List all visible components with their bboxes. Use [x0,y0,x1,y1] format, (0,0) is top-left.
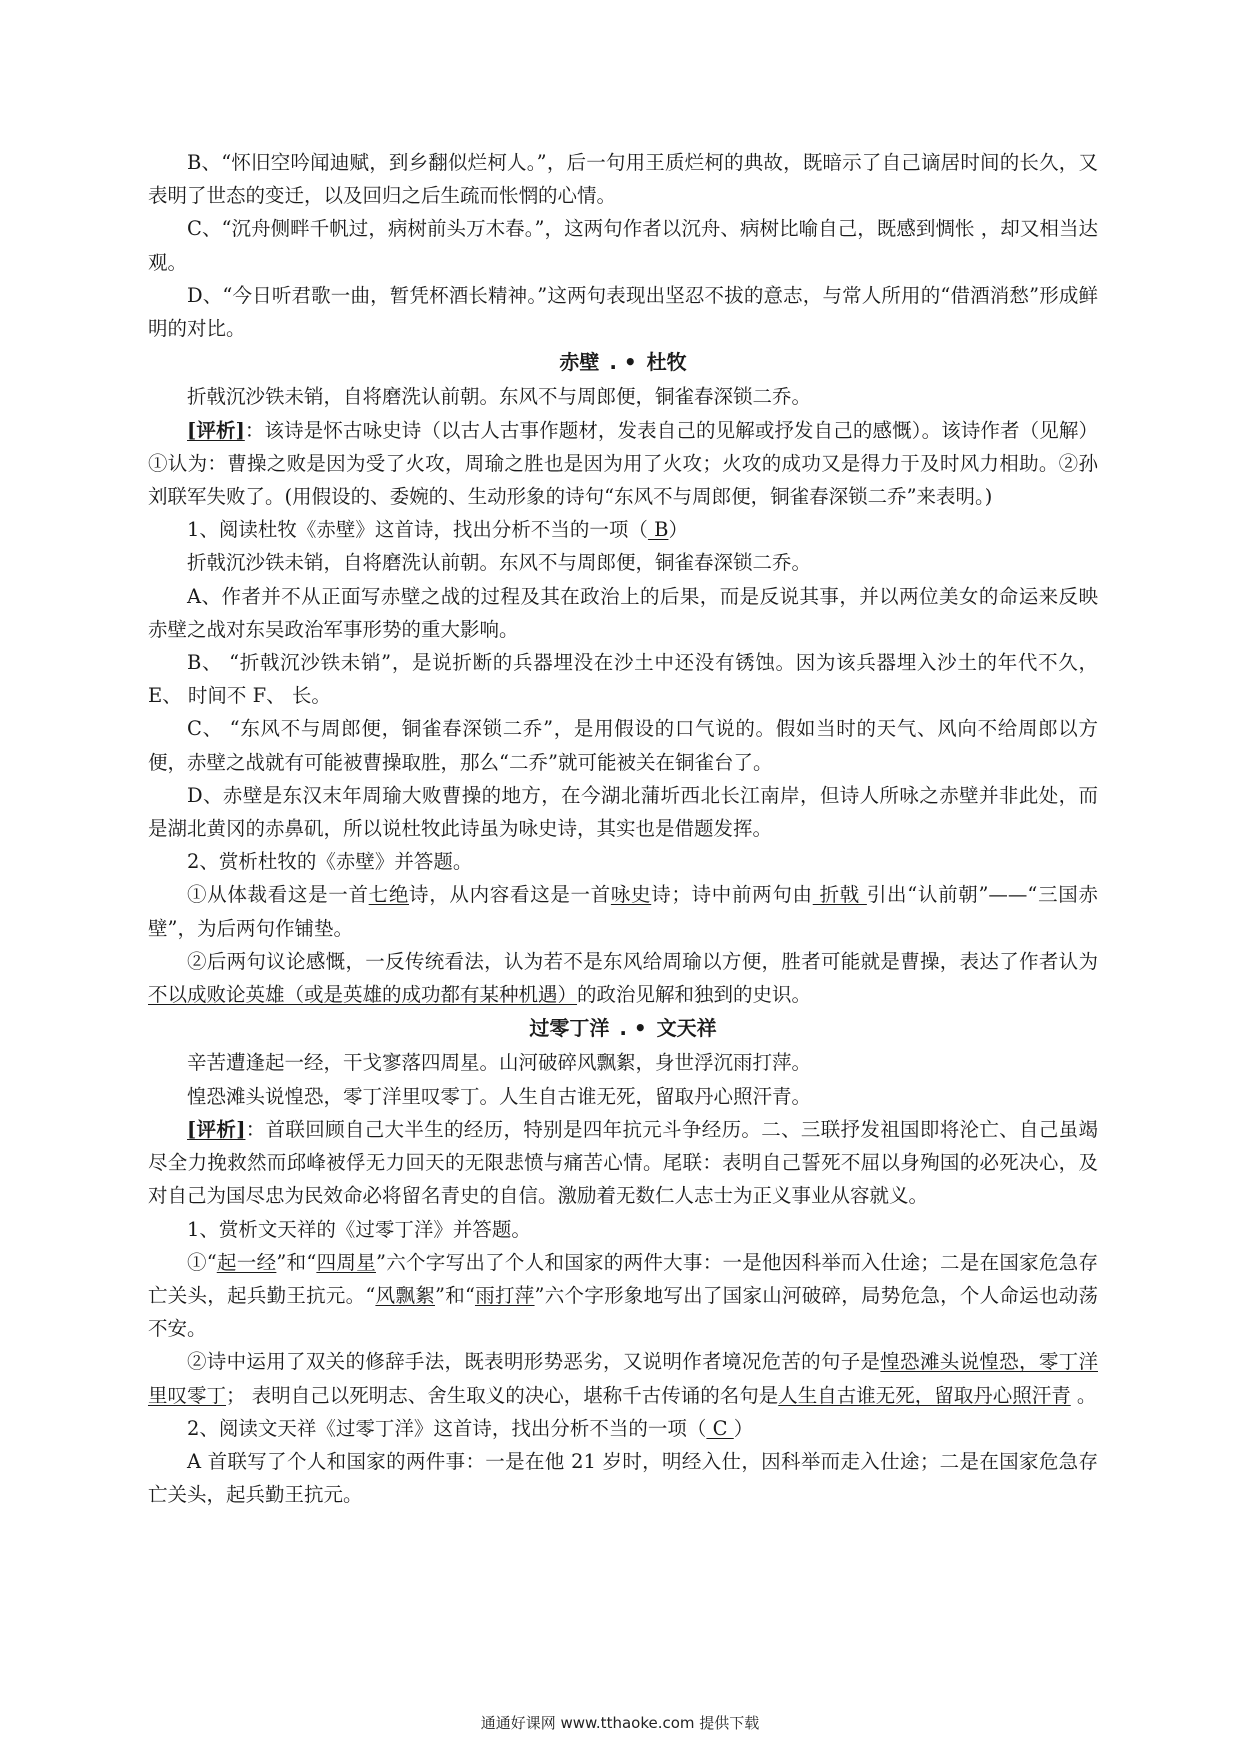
answer-blank: 人生自古谁无死，留取丹心照汗青 [778,1383,1071,1407]
answer-blank: 风飘絮 [375,1283,435,1307]
analysis-label: [评析] [187,418,245,442]
question-2: 2、赏析杜牧的《赤壁》并答题。 [187,850,473,874]
answer-blank: 折戟 [812,883,867,907]
analysis-text: ：该诗是怀古咏史诗（以古人古事作题材，发表自己的见解或抒发自己的感慨）。该诗作者（见解）①认为：曹操之败是因为受了火攻，周瑜之胜也是因为用了火攻；火攻的成功又是得力于及时风力相助。②孙刘联军失败了。(用假设的、委婉的、生动形象的诗句“东风不与周郎便，铜雀春深锁二乔”来表明。) [148,418,1098,509]
analysis-paragraph [148,414,1098,514]
text-segment: ②后两句议论感慨，一反传统看法，认为若不是东风给周瑜以方便，胜者可能就是曹操，表达了作者认为 [187,949,1098,973]
page-footer: 通通好课网 www.tthaoke.com 提供下载 [480,1714,760,1732]
question-2-part-2 [148,945,1098,1011]
option-d: D、赤壁是东汉末年周瑜大败曹操的地方，在今湖北蒲圻西北长江南岸，但诗人所咏之赤壁并非此处，而是湖北黄冈的赤鼻矶，所以说杜牧此诗虽为咏史诗，其实也是借题发挥。 [148,783,1098,841]
answer-blank: C [706,1416,734,1440]
option-a: A、作者并不从正面写赤壁之战的过程及其在政治上的后果，而是反说其事，并以两位美女的命运来反映赤壁之战对东吴政治军事形势的重大影响。 [148,584,1098,641]
question-1 [148,513,1098,546]
title-author: 文天祥 [656,1016,717,1041]
title-separator: . • [619,1016,647,1041]
poem-text: 折戟沉沙铁未销，自将磨洗认前朝。东风不与周郎便，铜雀春深锁二乔。 [187,385,812,409]
question-end: ） [733,1416,754,1440]
section-title-chibi [148,346,1098,379]
text-segment: 诗，从内容看这是一首 [409,883,611,907]
analysis-paragraph [148,1113,1098,1213]
text-segment: ①“ [187,1250,217,1274]
option-d-paragraph: D、“今日听君歌一曲，暂凭杯酒长精神。”这两句表现出坚忍不拔的意志，与常人所用的“借酒消愁”形成鲜明的对比。 [148,283,1098,341]
question-1-part-2 [148,1345,1098,1411]
answer-blank: 咏史 [610,883,652,907]
question-1-part-1 [148,1246,1098,1346]
question-text: 1、阅读杜牧《赤壁》这首诗，找出分析不当的一项（ [187,518,648,542]
question-end: ） [668,518,688,542]
poem-text-repeat: 折戟沉沙铁未销，自将磨洗认前朝。东风不与周郎便，铜雀春深锁二乔。 [187,551,812,575]
section-title-guolingdingyang [148,1012,1098,1045]
analysis-text: ：首联回顾自己大半生的经历，特别是四年抗元斗争经历。二、三联抒发祖国即将沦亡、自己虽竭尽全力挽救然而邱峰被俘无力回天的无限悲愤与痛苦心情。尾联：表明自己誓死不屈以身殉国的必死决心，及对自己为国尽忠为民效命必将留名青史的自信。激励着无数仁人志士为正义事业从容就义。 [148,1117,1098,1208]
answer-blank: 雨打萍 [474,1283,535,1307]
text-segment: ； 表明自己以死明志、舍生取义的决心，堪称千古传诵的名句是 [226,1383,779,1407]
text-segment: 诗；诗中前两句由 [651,883,813,907]
title-author: 杜牧 [646,350,687,375]
analysis-label: [评析] [187,1117,246,1141]
text-segment: ”六个字写出了个人和国家的两件大事：一是他因科举而入仕途；二是在国家危急存亡关头，起兵勤王抗元。“ [148,1250,1098,1307]
answer-blank: 七绝 [368,883,410,907]
answer-blank: 起一经 [216,1250,277,1274]
answer-blank: B [647,518,669,542]
option-b-paragraph: B、“怀旧空吟闻迪赋，到乡翻似烂柯人。”，后一句用王质烂柯的典故，既暗示了自己谪居时间的长久，又表明了世态的变迁，以及回归之后生疏而怅惘的心情。 [148,151,1098,208]
question-text: 2、阅读文天祥《过零丁洋》这首诗，找出分析不当的一项（ [187,1416,707,1440]
option-c-paragraph: C、“沉舟侧畔千帆过，病树前头万木春。”，这两句作者以沉舟、病树比喻自己，既感到惆怅 ，却又相当达观。 [148,217,1098,274]
title-poem-name: 过零丁洋 [529,1016,610,1041]
text-segment: 。 [1070,1383,1097,1407]
answer-blank: 惶恐滩头说惶恐，零丁洋里叹零丁 [148,1350,1098,1407]
document-body [148,146,1098,1511]
text-segment: ”六个字形象地写出了国家山河破碎，局势危急，个人命运也动荡不安。 [148,1283,1098,1341]
question-1: 1、赏析文天祥的《过零丁洋》并答题。 [187,1217,531,1241]
text-segment: 引出“认前朝”——“三国赤壁”，为后两句作铺垫。 [148,883,1098,940]
text-segment: 的政治见解和独到的史识。 [577,983,812,1007]
text-segment: ②诗中运用了双关的修辞手法，既表明形势恶劣，又说明作者境况危苦的句子是 [187,1350,881,1374]
poem-line-2: 惶恐滩头说惶恐，零丁洋里叹零丁。人生自古谁无死，留取丹心照汗青。 [187,1084,812,1108]
question-2-part-1 [148,878,1098,944]
title-poem-name: 赤壁 [559,350,600,375]
text-segment: ”和“ [434,1283,475,1307]
poem-line-1: 辛苦遭逢起一经，干戈寥落四周星。山河破碎风飘絮，身世浮沉雨打萍。 [187,1051,812,1075]
text-segment: ①从体裁看这是一首 [187,883,369,907]
option-a: A 首联写了个人和国家的两件事：一是在他 21 岁时，明经入仕，因科举而走入仕途；二是在国家危急存亡关头，起兵勤王抗元。 [148,1449,1098,1507]
text-segment: ”和“ [276,1250,317,1274]
answer-blank: 不以成败论英雄（或是英雄的成功都有某种机遇） [148,983,578,1007]
option-c: C、 “东风不与周郎便，铜雀春深锁二乔”，是用假设的口气说的。假如当时的天气、风向不给周郎以方便，赤壁之战就有可能被曹操取胜，那么“二乔”就可能被关在铜雀台了。 [148,717,1098,774]
option-b: B、 “折戟沉沙铁未销”，是说折断的兵器埋没在沙土中还没有锈蚀。因为该兵器埋入沙土的年代不久，E、 时间不 F、 长。 [148,651,1098,708]
answer-blank: 四周星 [316,1250,376,1274]
question-2 [148,1412,1098,1445]
title-separator: . • [609,350,637,375]
